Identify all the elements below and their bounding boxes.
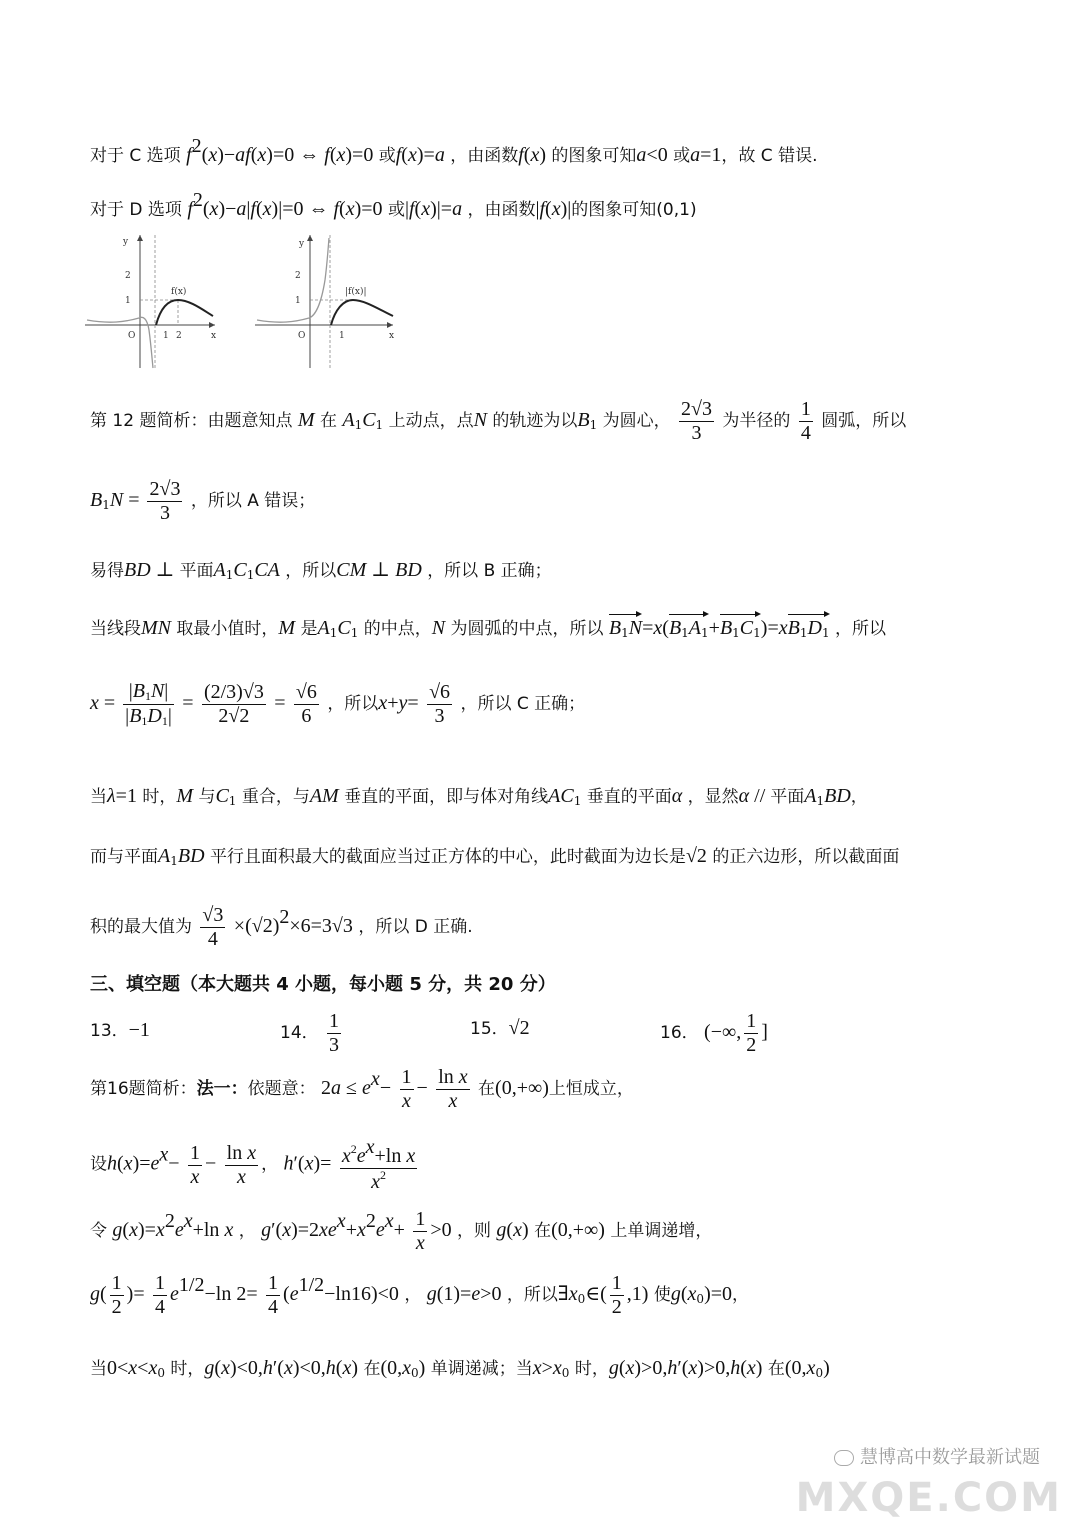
graph-left-origin: O bbox=[128, 331, 136, 341]
q12-bd-line: 易得BD ⊥ 平面$A_1C_1CA$ ，所以CM ⊥ BD ，所以 B 正确； bbox=[90, 559, 552, 582]
d-option-tail: 的图象可知(0,1) bbox=[571, 200, 697, 220]
graph-right-label: |f(x)| bbox=[345, 287, 367, 297]
answer-15: 15．√2 bbox=[470, 1017, 530, 1039]
answer-14: 14． $\frac{1}{3}$ bbox=[280, 1010, 340, 1056]
svg-text:O: O bbox=[298, 331, 306, 341]
svg-text:1: 1 bbox=[125, 296, 131, 306]
graph-fx bbox=[85, 230, 225, 375]
graph-left-x: x bbox=[211, 331, 217, 341]
answer-16: 16． (−∞, $\frac{1}{2}$ ] bbox=[660, 1010, 768, 1056]
watermark-logo: MXQE.COM bbox=[795, 1475, 1062, 1521]
graph-left-tick2: 2 bbox=[176, 331, 182, 341]
c-option-end: ，故 C 错误. bbox=[721, 146, 818, 166]
svg-text:1: 1 bbox=[339, 331, 345, 341]
graph-left-tick1: 1 bbox=[163, 331, 169, 341]
q12-area-line: 积的最大值为 $\frac{√3}{4}$ $\times(√2)^2\times 6=3√3$ ，所以 D 正确. bbox=[90, 904, 473, 950]
wechat-icon bbox=[834, 1450, 854, 1466]
c-option-or: 或 bbox=[378, 146, 396, 166]
q12-intro-line: 第 12 题简析：由题意知点 M 在 $A_1C_1$ 上动点，点N 的轨迹为以$B_1$ 为圆心， $\frac{2√3}{3}$ 为半径的 $\frac{1}{4}$ 圆弧，所以 bbox=[90, 398, 907, 444]
q16-g-line: 令 $g(x)=x^2e^x+\ln$ x ， $g'(x)=2xe^x+x^2e^x+$ $\frac{1}{x}$ >0 ，则 g(x) 在(0,+∞) 上单调递增， bbox=[90, 1208, 713, 1254]
q16-intro-line: 第16题简析：法一：依题意： $2a \le e^x-$ $\frac{1}{x}$ − $\frac{\text{ln x}}{x}$ 在(0,+∞)上恒成立， bbox=[90, 1066, 634, 1112]
q12-lambda-line: 当λ=1 时，M 与$C_1$ 重合，与AM 垂直的平面，即与体对角线$AC_1$ 垂直的平面α ，显然α // 平面$A_1BD$， bbox=[90, 785, 868, 808]
c-option-line: 对于 C 选项 $f^2(x)-af(x)=0$ ⇔ f(x)=0 或f(x)=a ，由函数f(x) 的图象可知a<0 或a=1，故 C 错误. bbox=[90, 135, 818, 166]
d-option-prefix: 对于 D 选项 bbox=[90, 200, 182, 220]
svg-text:2: 2 bbox=[295, 271, 301, 281]
graph-abs-fx bbox=[255, 230, 400, 375]
graph-left-label: f(x) bbox=[171, 287, 187, 297]
c-option-prefix: 对于 C 选项 bbox=[90, 146, 181, 166]
q16-g2-line: g( $\frac{1}{2}$ )= $\frac{1}{4}$ $e^{1/2}-\ln$ 2= $\frac{1}{4}$ $(e^{1/2}-\ln 16)<0$ ， g(1)=e>0 ，所以$\exists x_0\in$( $\frac{1}{2}$ ,1) 使$g(x_0)=0$， bbox=[90, 1272, 750, 1318]
svg-text:y: y bbox=[299, 239, 305, 249]
section3-heading: 三、填空题（本大题共 4 小题，每小题 5 分，共 20 分） bbox=[90, 974, 556, 995]
q12-b1n-line: $B_1N$ = $\frac{2√3}{3}$ ，所以 A 错误； bbox=[90, 478, 316, 524]
q12-x-line: x = $\frac{|B_1N|}{|B_1D_1|}$ = $\frac{(2/3)√3}{2√2}$ = $\frac{√6}{6}$ ，所以x+y= $\frac{√6}{3}$ ，所以 C 正确； bbox=[90, 680, 586, 728]
d-option-line: 对于 D 选项 $f^2(x)-a|f(x)|=0$ ⇔ f(x)=0 或|f(x)|=a ，由函数|f(x)|的图象可知(0,1) bbox=[90, 189, 697, 220]
q12-hex-line: 而与平面$A_1BD$ 平行且面积最大的截面应当过正方体的中心，此时截面为边长是√2 的正六边形，所以截面面 bbox=[90, 845, 900, 868]
graph-left-y: y bbox=[123, 237, 129, 247]
q12-mn-line: 当线段MN 取最小值时，M 是$A_1C_1$ 的中点，N 为圆弧的中点，所以 $B_1N=x(B_1A_1+B_1C_1)=xB_1D_1$ ，所以 bbox=[90, 617, 886, 640]
answer-13: 13．−1 bbox=[90, 1019, 150, 1041]
watermark-account: 慧博高中数学最新试题 bbox=[834, 1443, 1040, 1469]
q16-h-line: 设$h(x)=e^x-$ $\frac{1}{x}$ − $\frac{\text{ln x}}{x}$ ， h′(x)= $\frac{x^2e^x+\ln x}{x^2}$ bbox=[90, 1136, 416, 1193]
svg-text:1: 1 bbox=[295, 296, 301, 306]
c-option-tail: 的图象可知 bbox=[551, 146, 637, 166]
d-option-mid: ，由函数 bbox=[467, 200, 536, 220]
c-option-mid: ，由函数 bbox=[450, 146, 519, 166]
svg-text:2: 2 bbox=[125, 271, 131, 281]
svg-text:x: x bbox=[389, 331, 395, 341]
q16-last-line: 当$0<x<x_0$ 时，g(x)<0,h′(x)<0,h(x) 在$(0,x_0)$ 单调递减；当$x>x_0$ 时，g(x)>0,h′(x)>0,h(x) 在$(0,x_0)$ bbox=[90, 1357, 830, 1380]
